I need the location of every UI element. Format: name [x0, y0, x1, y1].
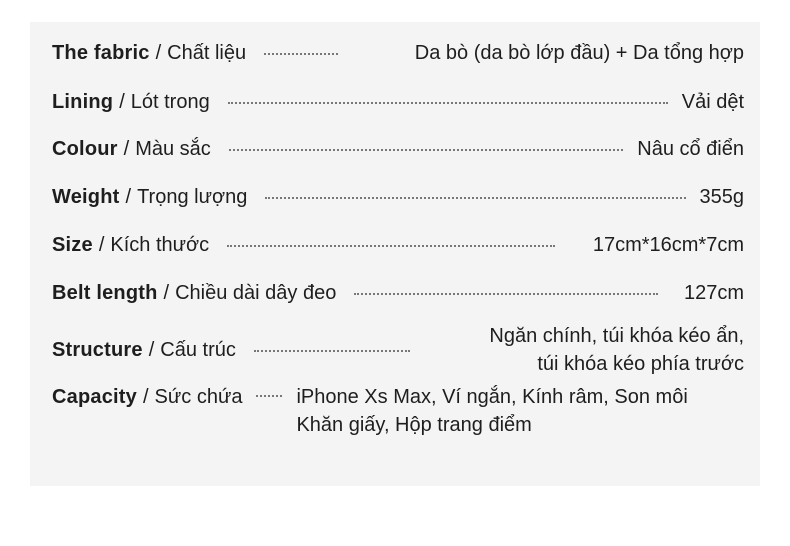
spec-label [52, 383, 242, 411]
label-separator: / [119, 90, 125, 113]
spec-value-line: Ngăn chính, túi khóa kéo ẩn, [489, 325, 744, 347]
spec-label-en: Size [52, 233, 93, 256]
spec-value: Nâu cổ điển [637, 137, 744, 160]
spec-label-en: Lining [52, 90, 114, 113]
spec-label-vi: Trọng lượng [137, 185, 248, 208]
spec-row-colour [52, 134, 744, 164]
spec-value: 127cm [683, 281, 744, 304]
spec-label-vi: Chiều dài dây đeo [175, 281, 337, 304]
spec-value: Da bò (da bò lớp đầu) + Da tổng hợp [414, 41, 744, 64]
spec-label-en: Structure [52, 338, 143, 361]
spec-label [52, 282, 336, 305]
spec-value: 355g [699, 185, 744, 208]
label-separator: / [123, 137, 130, 160]
dotted-leader [354, 291, 658, 295]
spec-row-size [52, 230, 744, 260]
spec-label-en: Capacity [52, 386, 137, 408]
label-separator: / [142, 386, 149, 408]
spec-value-line: iPhone Xs Max, Ví ngắn, Kính râm, Son môi [296, 386, 688, 408]
spec-row-weight [52, 182, 744, 212]
dotted-leader [265, 195, 685, 199]
spec-label [52, 138, 211, 161]
spec-label [52, 186, 247, 209]
spec-value-line: túi khóa kéo phía trước [537, 353, 744, 375]
label-separator: / [148, 338, 155, 361]
spec-label-vi: Cấu trúc [160, 338, 236, 361]
spec-label [52, 339, 236, 362]
spec-row-lining [52, 87, 744, 117]
spec-label-en: Colour [52, 137, 118, 160]
dotted-leader [256, 393, 282, 397]
label-separator: / [125, 185, 132, 208]
spec-label-vi: Kích thước [110, 233, 210, 256]
spec-label-en: The fabric [52, 41, 150, 64]
spec-value-line: Khăn giấy, Hộp trang điểm [296, 414, 532, 436]
dotted-leader [254, 348, 410, 352]
spec-label-vi: Sức chứa [154, 386, 243, 408]
label-separator: / [98, 233, 105, 256]
spec-value: 17cm*16cm*7cm [592, 233, 744, 256]
spec-label [52, 91, 210, 114]
spec-label-en: Weight [52, 185, 120, 208]
spec-label-vi: Chất liệu [167, 41, 247, 64]
spec-label [52, 234, 209, 257]
spec-label [52, 42, 246, 65]
label-separator: / [155, 41, 162, 64]
label-separator: / [163, 281, 170, 304]
dotted-leader [228, 100, 668, 104]
spec-label-en: Belt length [52, 281, 158, 304]
dotted-leader [264, 51, 338, 55]
spec-label-vi: Lót trong [130, 90, 210, 113]
spec-value-multiline [296, 383, 687, 439]
spec-value-multiline [489, 322, 744, 378]
dotted-leader [229, 147, 623, 151]
spec-label-vi: Màu sắc [135, 137, 211, 160]
spec-value: Vải dệt [681, 90, 744, 113]
spec-row-belt-length [52, 278, 744, 308]
spec-row-capacity [52, 383, 744, 441]
spec-row-structure [52, 320, 744, 380]
spec-row-fabric [52, 38, 744, 68]
dotted-leader [227, 243, 555, 247]
